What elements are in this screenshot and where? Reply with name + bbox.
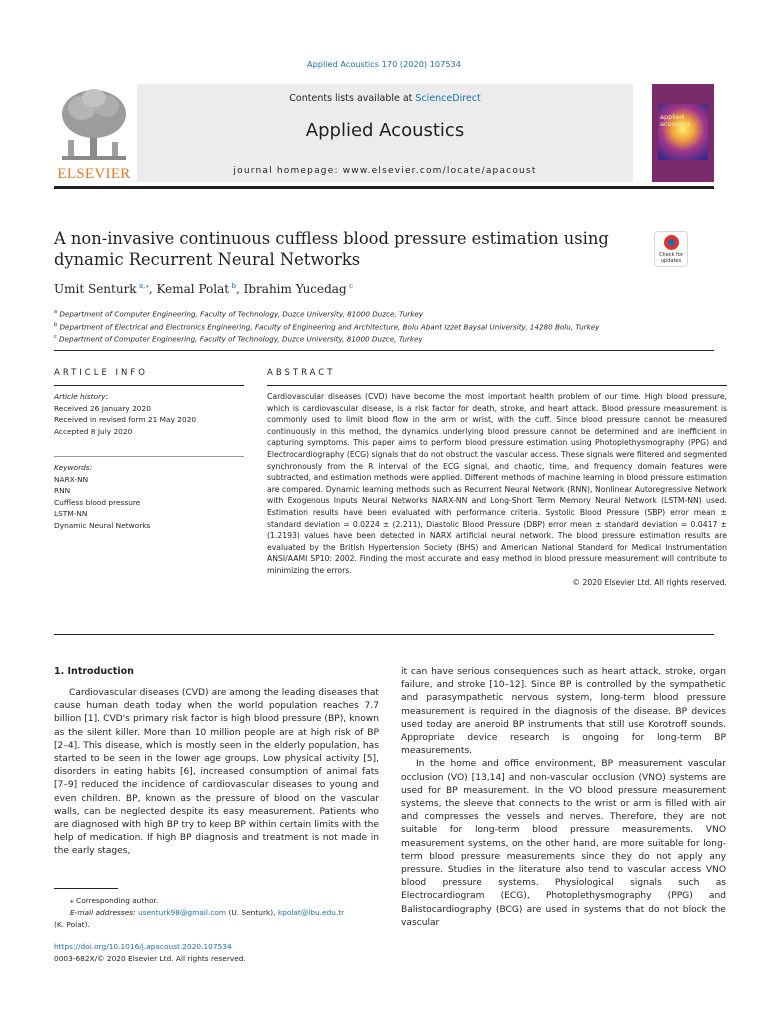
journal-homepage-link[interactable]: journal homepage: www.elsevier.com/locate/apacoust bbox=[233, 166, 537, 176]
history-item: Received 26 January 2020 bbox=[54, 403, 151, 413]
keyword-item: NARX-NN bbox=[54, 474, 89, 484]
email-link[interactable]: kpolat@ibu.edu.tr bbox=[277, 908, 345, 917]
author-affiliation-mark[interactable]: b bbox=[231, 282, 236, 290]
abstract-copyright: © 2020 Elsevier Ltd. All rights reserved. bbox=[572, 577, 727, 587]
author-affiliation-mark[interactable]: c bbox=[349, 282, 353, 290]
doi-link[interactable]: https://doi.org/10.1016/j.apacoust.2020.107534 bbox=[54, 942, 232, 951]
footnote-rule bbox=[54, 888, 118, 889]
keyword-item: RNN bbox=[54, 486, 71, 496]
affiliation-item: $^b$ Department of Electrical and Electronics Engineering, Faculty of Engineering and Architecture, Bolu Abant Izzet Baysal University, 14280 Bolu, Turkey bbox=[54, 321, 600, 331]
footnote bbox=[54, 895, 379, 931]
check-for-updates-button[interactable] bbox=[654, 231, 688, 267]
divider bbox=[54, 456, 244, 457]
abstract-heading: ABSTRACT bbox=[267, 368, 336, 378]
email-line bbox=[54, 907, 379, 919]
masthead-rule bbox=[54, 186, 714, 189]
keyword-item: Cuffless blood pressure bbox=[54, 497, 141, 507]
elsevier-logo bbox=[54, 84, 134, 182]
cover-title: applied acoustics bbox=[660, 113, 691, 128]
body-paragraph: In the home and office environment, BP measurement vascular occlusion (VO) [13,14] and non-vascular occlusion (VNO) systems are used for BP measurement. In the VO blood pressure measurement systems, the sleeve that connects to the wrist or arm is filled with air and compresses the vessels and nerves. Therefore, they are not suitable for long-term blood pressure measurements. VNO measurement systems, on the other hand, are more suitable for long-term blood pressure measurements since they do not apply any pressure. Studies in the literature also tend to vascular access VNO blood pressure systems. Physiological signals such as Electrocardiogram (ECG), Photoplethysmography (PPG) and Balistocardiography (BCG) are used in systems that do not block the vascular bbox=[401, 759, 726, 928]
publisher-wordmark: ELSEVIER bbox=[57, 166, 131, 182]
author-affiliation-mark[interactable]: a,⁎ bbox=[138, 282, 149, 290]
sciencedirect-link[interactable]: ScienceDirect bbox=[415, 93, 481, 104]
keyword-item: Dynamic Neural Networks bbox=[54, 520, 151, 530]
author-name: Umit Senturk bbox=[54, 282, 137, 296]
affiliations bbox=[54, 307, 714, 345]
history-item: Received in revised form 21 May 2020 bbox=[54, 415, 197, 425]
keyword-item: LSTM-NN bbox=[54, 509, 88, 519]
header-band bbox=[137, 84, 633, 182]
divider bbox=[54, 634, 714, 635]
keywords bbox=[54, 462, 244, 532]
elsevier-tree-icon bbox=[54, 84, 134, 164]
keywords-label: Keywords: bbox=[54, 463, 93, 472]
article-info-heading: ARTICLE INFO bbox=[54, 368, 148, 378]
history-item: Accepted 8 July 2020 bbox=[54, 426, 133, 436]
corresponding-author-note: ⁎ Corresponding author. bbox=[70, 896, 159, 905]
contents-line bbox=[137, 93, 633, 104]
divider bbox=[54, 350, 714, 351]
divider bbox=[54, 385, 244, 386]
contents-prefix: Contents lists available at bbox=[289, 93, 416, 104]
body-paragraph: it can have serious consequences such as heart attack, stroke, organ failure, and stroke [10–12]. Since BP is controlled by the sympathetic and parasympathetic nervous system, long-term blood pressure measurement is required in the diagnosis of the disease. BP devices used today are aneroid BP instruments that still use Korotroff sounds. Appropriate device research is ongoing for long-term BP measurements. bbox=[401, 667, 726, 757]
article-title: A non-invasive continuous cuffless blood pressure estimation using dynamic Recurrent Neural Networks bbox=[54, 229, 609, 269]
body-column-right bbox=[401, 666, 726, 930]
doi-block bbox=[54, 941, 379, 964]
author-name: Kemal Polat bbox=[156, 282, 230, 296]
divider bbox=[267, 385, 727, 386]
affiliation-item: $^c$ Department of Computer Engineering, Faculty of Technology, Duzce University, 81000 Duzce, Turkey bbox=[54, 334, 423, 344]
affiliation-item: $^a$ Department of Computer Engineering, Faculty of Technology, Duzce University, 81000 Duzce, Turkey bbox=[54, 309, 424, 319]
section-heading: 1. Introduction bbox=[54, 666, 134, 677]
body-paragraph: Cardiovascular diseases (CVD) are among the leading diseases that cause human death today when the world population reaches 7.7 billion [1]. CVD's primary risk factor is high blood pressure (BP), known as the silent killer. More than 10 million people are at high risk of BP [2–4]. This disease, which is mostly seen in the elderly population, has started to be seen in the lower age groups. Low physical activity [5], disorders in eating habits [6], increased consumption of animal fats [7–9] reduced the incidence of cardiovascular diseases to young and even children. BP, known as the pressure of blood on the vascular walls, can be neglected despite its easy measurement. Patients who are diagnosed with high BP try to keep BP within certain limits with the help of medication. If high BP diagnosis and treatment is not made in the early stages, bbox=[54, 688, 379, 857]
journal-masthead bbox=[54, 84, 714, 188]
author-name: Ibrahim Yucedag bbox=[243, 282, 347, 296]
article-history-label: Article history: bbox=[54, 392, 108, 401]
email-owner: (U. Senturk), bbox=[226, 908, 278, 917]
article-history bbox=[54, 391, 244, 437]
check-for-updates-label: Check for updates bbox=[659, 252, 683, 264]
email-label: E-mail addresses: bbox=[70, 908, 138, 917]
journal-cover-image bbox=[652, 84, 714, 182]
journal-title: Applied Acoustics bbox=[305, 120, 465, 141]
abstract-paragraph: Cardiovascular diseases (CVD) have become the most important health problem of our time. High blood pressure, which is cardiovascular disease, is a risk factor for death, stroke, and heart attack. Blood pressure measurement is commonly used to limit blood flow in the arm or wrist, with the cuff. Since blood pressure cannot be measured continuously in this method, the dynamics underlying blood pressure cannot be determined and are inefficient in capturing symptoms. This paper aims to perform blood pressure estimation using Photoplethysmography (PPG) and Electrocardiography (ECG) signals that do not obstruct the vascular access. These signals were filtered and segmented synchronously from the R interval of the ECG signal, and chaotic, time, and frequency domain features were subtracted, and estimation methods were applied. Different methods of machine learning in blood pressure estimation are compared. Dynamic learning methods such as Recurrent Neural Network (RNN), Nonlinear Autoregressive Network with Exogenous Inputs Neural Networks NARX-NN and Long-Short Term Memory Neural Network (LSTM-NN) used. Estimation results have been evaluated with performance criteria. Systolic Blood Pressure (SBP) error mean ± standard deviation = 0.0224 ± (2.211), Diastolic Blood Pressure (DBP) error mean ± standard deviation = 0.0417 ± (1.2193) values have been detected in NARX artificial neural network. The blood pressure estimation results are evaluated by the British Hypertension Society (BHS) and American National Standard for Medical Instrumentation ANSI/AAMI SP10: 2002. Finding the most accurate and easy method in blood pressure measurement will contribute to minimizing the errors. bbox=[267, 392, 727, 575]
body-column-left bbox=[54, 687, 379, 859]
email-link[interactable]: usenturk98@gmail.com bbox=[137, 908, 227, 917]
crossmark-icon bbox=[664, 235, 679, 250]
abstract-body bbox=[267, 391, 727, 588]
issn-line: 0003-682X/© 2020 Elsevier Ltd. All rights reserved. bbox=[54, 953, 246, 963]
author-list: Umit Senturk $^{a,⁎}$, Kemal Polat $^b$, Ibrahim Yucedag $^c$ bbox=[54, 282, 353, 296]
email-owner: (K. Polat). bbox=[54, 920, 90, 929]
journal-citation-link[interactable]: Applied Acoustics 170 (2020) 107534 bbox=[307, 59, 461, 69]
